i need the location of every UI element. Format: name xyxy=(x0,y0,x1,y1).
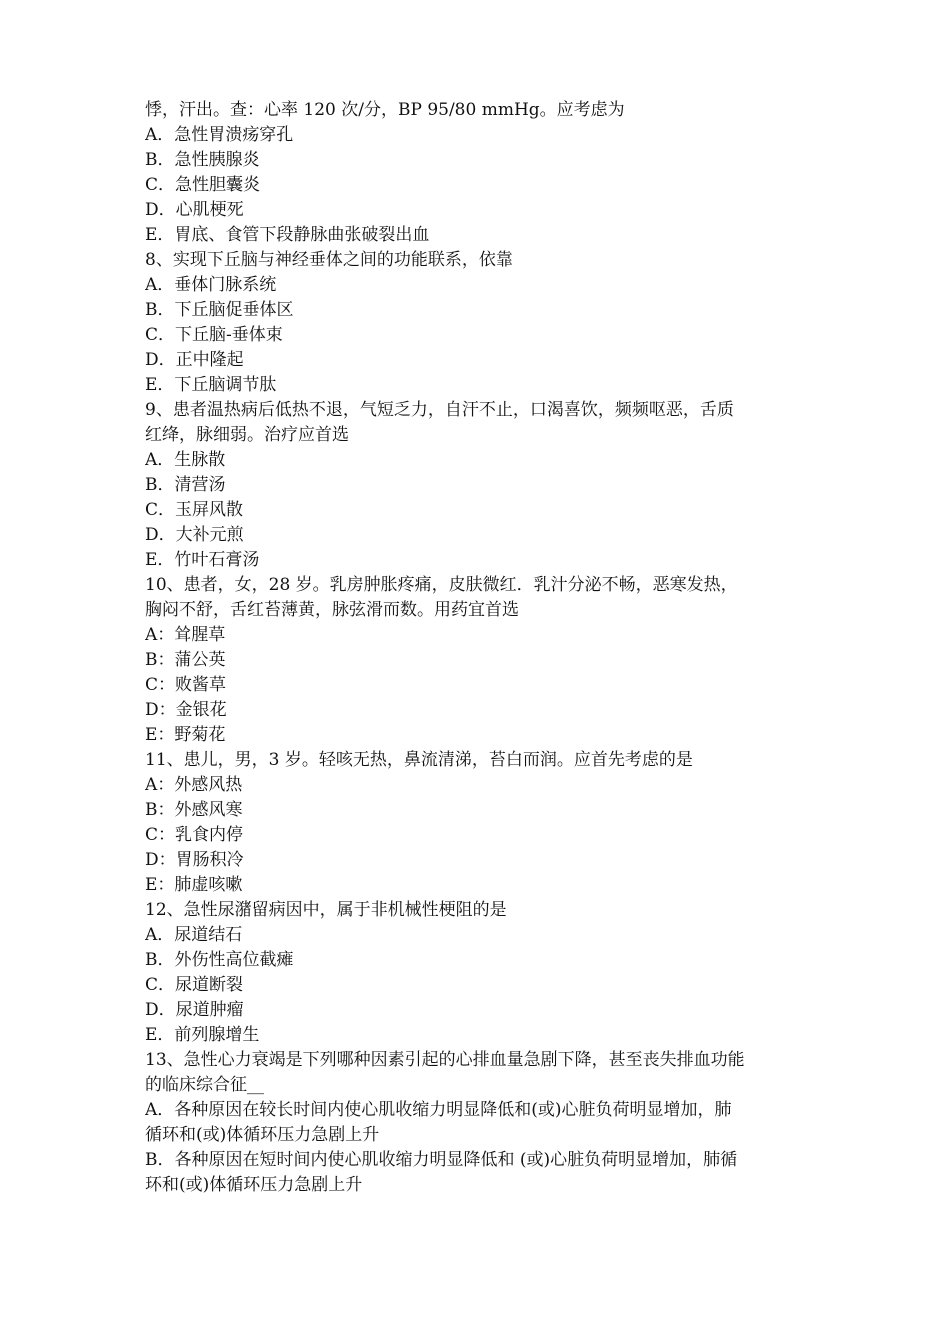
text-line: E．胃底、食管下段静脉曲张破裂出血 xyxy=(145,225,430,245)
text-line: 循环和(或)体循环压力急剧上升 xyxy=(145,1125,380,1145)
text-line: B．各种原因在短时间内使心肌收缩力明显降低和 (或)心脏负荷明显增加，肺循 xyxy=(145,1150,738,1170)
text-line: B．清营汤 xyxy=(145,475,226,495)
text-line: 10、患者，女，28 岁。乳房肿胀疼痛，皮肤微红．乳汁分泌不畅，恶寒发热， xyxy=(145,575,738,595)
text-line: 13、急性心力衰竭是下列哪种因素引起的心排血量急剧下降，甚至丧失排血功能 xyxy=(145,1050,745,1070)
text-line: D．大补元煎 xyxy=(145,525,244,545)
text-line: D．尿道肿瘤 xyxy=(145,1000,244,1020)
text-line: E．前列腺增生 xyxy=(145,1025,260,1045)
text-line: 胸闷不舒，舌红苔薄黄，脉弦滑而数。用药宜首选 xyxy=(145,600,519,620)
text-line: D．心肌梗死 xyxy=(145,200,244,220)
text-line: A：外感风热 xyxy=(145,775,243,795)
text-line: 9、患者温热病后低热不退，气短乏力，自汗不止，口渴喜饮，频频呕恶，舌质 xyxy=(145,400,734,420)
text-line: 8、实现下丘脑与神经垂体之间的功能联系，依靠 xyxy=(145,250,513,270)
text-line: C．下丘脑-垂体束 xyxy=(145,325,283,345)
text-line: B：蒲公英 xyxy=(145,650,226,670)
text-line: E．下丘脑调节肽 xyxy=(145,375,277,395)
text-line: C．尿道断裂 xyxy=(145,975,244,995)
text-line: C：乳食内停 xyxy=(145,825,244,845)
text-line: D：金银花 xyxy=(145,700,227,720)
text-line: A．急性胃溃疡穿孔 xyxy=(145,125,294,145)
text-line: D．正中隆起 xyxy=(145,350,244,370)
text-line: B．急性胰腺炎 xyxy=(145,150,260,170)
text-line: 12、急性尿潴留病因中，属于非机械性梗阻的是 xyxy=(145,900,507,920)
text-line: 11、患儿，男，3 岁。轻咳无热，鼻流清涕，苔白而润。应首先考虑的是 xyxy=(145,750,693,770)
text-line: 悸，汗出。查：心率 120 次/分，BP 95/80 mmHg。应考虑为 xyxy=(145,100,625,120)
text-line: B：外感风寒 xyxy=(145,800,243,820)
text-line: E．竹叶石膏汤 xyxy=(145,550,260,570)
text-line: B．外伤性高位截瘫 xyxy=(145,950,294,970)
text-line: C．急性胆囊炎 xyxy=(145,175,261,195)
document-page xyxy=(145,98,815,1198)
text-line: A．尿道结石 xyxy=(145,925,243,945)
text-line: A．生脉散 xyxy=(145,450,226,470)
text-line: A．垂体门脉系统 xyxy=(145,275,277,295)
text-line: E：肺虚咳嗽 xyxy=(145,875,243,895)
text-line: 红绛，脉细弱。治疗应首选 xyxy=(145,425,349,445)
text-line: C：败酱草 xyxy=(145,675,227,695)
text-line: 的临床综合征__ xyxy=(145,1075,264,1095)
text-line: A：耸腥草 xyxy=(145,625,226,645)
text-line: 环和(或)体循环压力急剧上升 xyxy=(145,1175,363,1195)
text-line: E：野菊花 xyxy=(145,725,226,745)
text-line: A．各种原因在较长时间内使心肌收缩力明显降低和(或)心脏负荷明显增加，肺 xyxy=(145,1100,732,1120)
text-line: B．下丘脑促垂体区 xyxy=(145,300,294,320)
text-line: C．玉屏风散 xyxy=(145,500,244,520)
text-line: D：胃肠积冷 xyxy=(145,850,244,870)
